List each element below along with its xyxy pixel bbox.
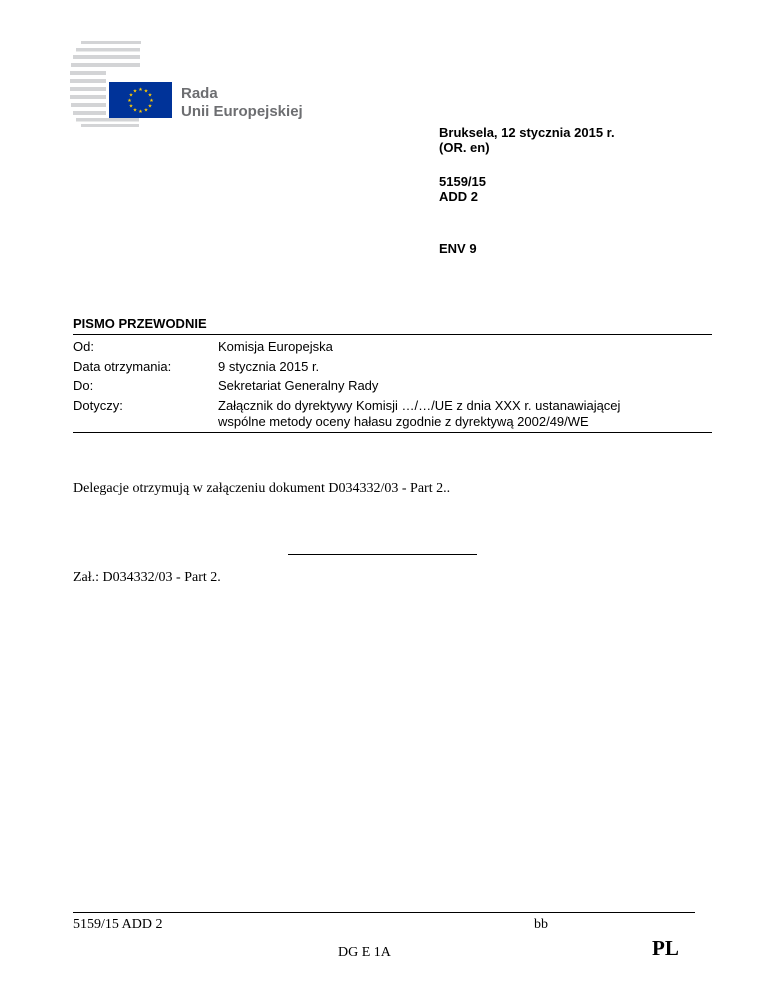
letter-metadata bbox=[73, 339, 712, 434]
council-logo bbox=[70, 38, 310, 128]
svg-text:★: ★ bbox=[138, 109, 143, 115]
svg-text:★: ★ bbox=[138, 87, 143, 93]
svg-text:★: ★ bbox=[143, 88, 149, 95]
meta-value: 9 stycznia 2015 r. bbox=[218, 358, 320, 374]
meta-label: Dotyczy: bbox=[73, 397, 123, 413]
meta-value: Komisja Europejska bbox=[218, 339, 333, 354]
original-language: (OR. en) bbox=[439, 140, 490, 155]
meta-label: Od: bbox=[73, 339, 94, 354]
footer-language: PL bbox=[652, 936, 679, 960]
svg-text:★: ★ bbox=[143, 107, 149, 114]
meta-row-subject bbox=[73, 398, 712, 431]
council-name bbox=[181, 85, 303, 121]
meta-value bbox=[218, 398, 712, 431]
footer-initials: bb bbox=[534, 917, 548, 932]
council-name-line1: Rada bbox=[181, 85, 218, 102]
svg-text:★: ★ bbox=[149, 98, 154, 104]
meta-row-received bbox=[73, 359, 712, 376]
meta-row-to bbox=[73, 378, 712, 395]
interinstitutional-code: ENV 9 bbox=[439, 241, 477, 256]
svg-text:★: ★ bbox=[128, 103, 134, 110]
document-number: 5159/15 bbox=[439, 174, 486, 189]
svg-text:★: ★ bbox=[128, 92, 134, 99]
metadata-divider bbox=[73, 432, 712, 433]
meta-value: Sekretariat Generalny Rady bbox=[218, 378, 379, 393]
title-divider bbox=[73, 334, 712, 335]
meta-label: Do: bbox=[73, 378, 94, 393]
addendum-number: ADD 2 bbox=[439, 189, 479, 204]
body-paragraph: Delegacje otrzymują w załączeniu dokument D034332/03 - Part 2.. bbox=[73, 481, 451, 496]
footer-reference: 5159/15 ADD 2 bbox=[73, 917, 163, 932]
enclosure-note: Zał.: D034332/03 - Part 2. bbox=[73, 570, 221, 585]
subject-line2: wspólne metody oceny hałasu zgodnie z dyrektywą 2002/49/WE bbox=[218, 414, 589, 429]
footer-department: DG E 1A bbox=[338, 945, 391, 960]
document-header bbox=[439, 125, 615, 274]
svg-text:★: ★ bbox=[127, 98, 132, 104]
svg-text:★: ★ bbox=[132, 88, 138, 95]
svg-text:★: ★ bbox=[147, 103, 153, 110]
meta-label: Data otrzymania: bbox=[73, 358, 172, 374]
letter-title: PISMO PRZEWODNIE bbox=[73, 316, 207, 331]
svg-text:★: ★ bbox=[147, 92, 153, 99]
subject-line1: Załącznik do dyrektywy Komisji …/…/UE z dnia XXX r. ustanawiającej bbox=[218, 397, 621, 413]
place-date: Bruksela, 12 stycznia 2015 r. bbox=[439, 125, 615, 140]
footer-divider bbox=[73, 912, 695, 913]
council-name-line2: Unii Europejskiej bbox=[181, 103, 303, 120]
meta-row-from bbox=[73, 339, 712, 356]
separator-line bbox=[288, 554, 477, 555]
svg-text:★: ★ bbox=[132, 107, 138, 114]
